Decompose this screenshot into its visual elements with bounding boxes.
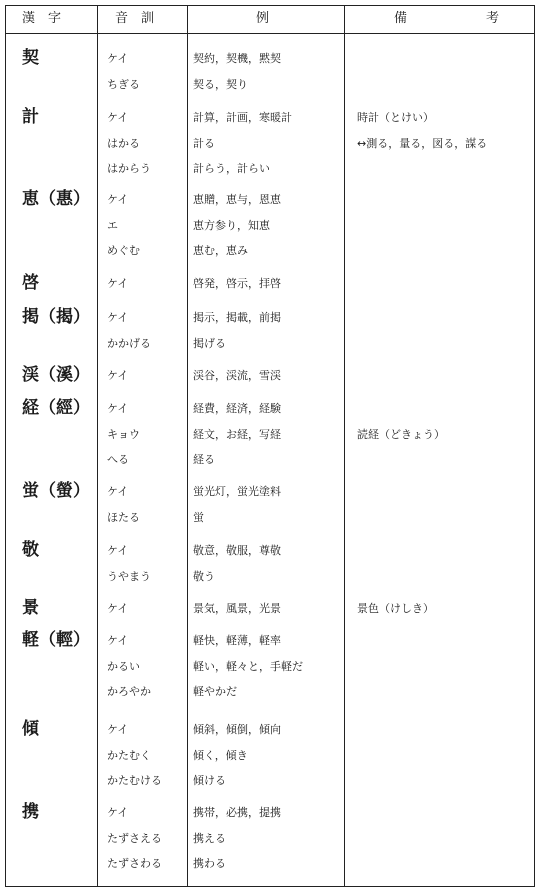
example-cell: 計る: [193, 137, 215, 150]
reading-cell: うやまう: [107, 570, 151, 583]
reading-cell: ケイ: [107, 806, 129, 819]
column-divider: [187, 5, 188, 887]
example-cell: 契る，契り: [193, 78, 248, 91]
reading-cell: かたむく: [107, 749, 151, 762]
reading-cell: ケイ: [107, 277, 129, 290]
example-cell: 掲げる: [193, 337, 226, 350]
header-remarks-1: 備: [394, 11, 408, 26]
reading-cell: かろやか: [107, 685, 151, 698]
reading-cell: ほたる: [107, 511, 140, 524]
kanji-cell: 掲（揭）: [22, 307, 90, 327]
example-cell: 携わる: [193, 857, 226, 870]
header-example: 例: [256, 11, 270, 26]
reading-cell: ケイ: [107, 52, 129, 65]
remarks-cell: 読経（どきょう）: [357, 428, 445, 441]
reading-cell: たずさわる: [107, 857, 162, 870]
header-reading: 音 訓: [115, 11, 155, 26]
kanji-cell: 啓: [22, 273, 39, 293]
remarks-cell: 時計（とけい）: [357, 111, 434, 124]
column-divider: [97, 5, 98, 887]
reading-cell: ケイ: [107, 723, 129, 736]
example-cell: 恵方参り，知恵: [193, 219, 270, 232]
example-cell: 掲示，掲載，前掲: [193, 311, 281, 324]
example-cell: 渓谷，渓流，雪渓: [193, 369, 281, 382]
remarks-cell: ↔測る，量る，図る，謀る: [357, 137, 488, 150]
reading-cell: ケイ: [107, 602, 129, 615]
remarks-cell: 景色（けしき）: [357, 602, 434, 615]
reading-cell: エ: [107, 219, 118, 232]
reading-cell: かるい: [107, 660, 140, 673]
example-cell: 敬う: [193, 570, 215, 583]
reading-cell: たずさえる: [107, 832, 162, 845]
reading-cell: はからう: [107, 162, 151, 175]
example-cell: 携える: [193, 832, 226, 845]
example-cell: 経る: [193, 453, 215, 466]
reading-cell: へる: [107, 453, 129, 466]
kanji-cell: 携: [22, 802, 39, 822]
example-cell: 蛍: [193, 511, 204, 524]
example-cell: 携帯，必携，提携: [193, 806, 281, 819]
kanji-cell: 計: [22, 107, 39, 127]
header-remarks-2: 考: [486, 11, 500, 26]
example-cell: 恵む，恵み: [193, 244, 248, 257]
reading-cell: ケイ: [107, 193, 129, 206]
reading-cell: はかる: [107, 137, 140, 150]
example-cell: 傾斜，傾倒，傾向: [193, 723, 281, 736]
kanji-cell: 渓（溪）: [22, 365, 90, 385]
header-divider: [5, 33, 535, 34]
reading-cell: ケイ: [107, 544, 129, 557]
kanji-cell: 契: [22, 48, 39, 68]
example-cell: 軽やかだ: [193, 685, 237, 698]
example-cell: 契約，契機，黙契: [193, 52, 281, 65]
example-cell: 経文，お経，写経: [193, 428, 281, 441]
column-divider: [344, 5, 345, 887]
example-cell: 計算，計画，寒暖計: [193, 111, 292, 124]
example-cell: 蛍光灯，蛍光塗料: [193, 485, 281, 498]
kanji-cell: 軽（輕）: [22, 630, 90, 650]
reading-cell: ちぎる: [107, 78, 140, 91]
example-cell: 計らう，計らい: [193, 162, 270, 175]
example-cell: 経費，経済，経験: [193, 402, 281, 415]
reading-cell: ケイ: [107, 634, 129, 647]
reading-cell: かかげる: [107, 337, 151, 350]
kanji-cell: 敬: [22, 540, 39, 560]
reading-cell: ケイ: [107, 369, 129, 382]
example-cell: 景気，風景，光景: [193, 602, 281, 615]
reading-cell: めぐむ: [107, 244, 140, 257]
example-cell: 恵贈，恵与，恩恵: [193, 193, 281, 206]
example-cell: 傾く，傾き: [193, 749, 248, 762]
kanji-cell: 経（經）: [22, 398, 90, 418]
example-cell: 軽快，軽薄，軽率: [193, 634, 281, 647]
example-cell: 傾ける: [193, 774, 226, 787]
reading-cell: ケイ: [107, 111, 129, 124]
reading-cell: かたむける: [107, 774, 162, 787]
reading-cell: ケイ: [107, 485, 129, 498]
reading-cell: ケイ: [107, 402, 129, 415]
kanji-cell: 傾: [22, 719, 39, 739]
example-cell: 啓発，啓示，拝啓: [193, 277, 281, 290]
example-cell: 軽い，軽々と，手軽だ: [193, 660, 303, 673]
reading-cell: キョウ: [107, 428, 140, 441]
example-cell: 敬意，敬服，尊敬: [193, 544, 281, 557]
header-kanji: 漢 字: [22, 11, 62, 26]
reading-cell: ケイ: [107, 311, 129, 324]
kanji-cell: 景: [22, 598, 39, 618]
kanji-cell: 恵（惠）: [22, 189, 90, 209]
kanji-cell: 蛍（螢）: [22, 481, 90, 501]
